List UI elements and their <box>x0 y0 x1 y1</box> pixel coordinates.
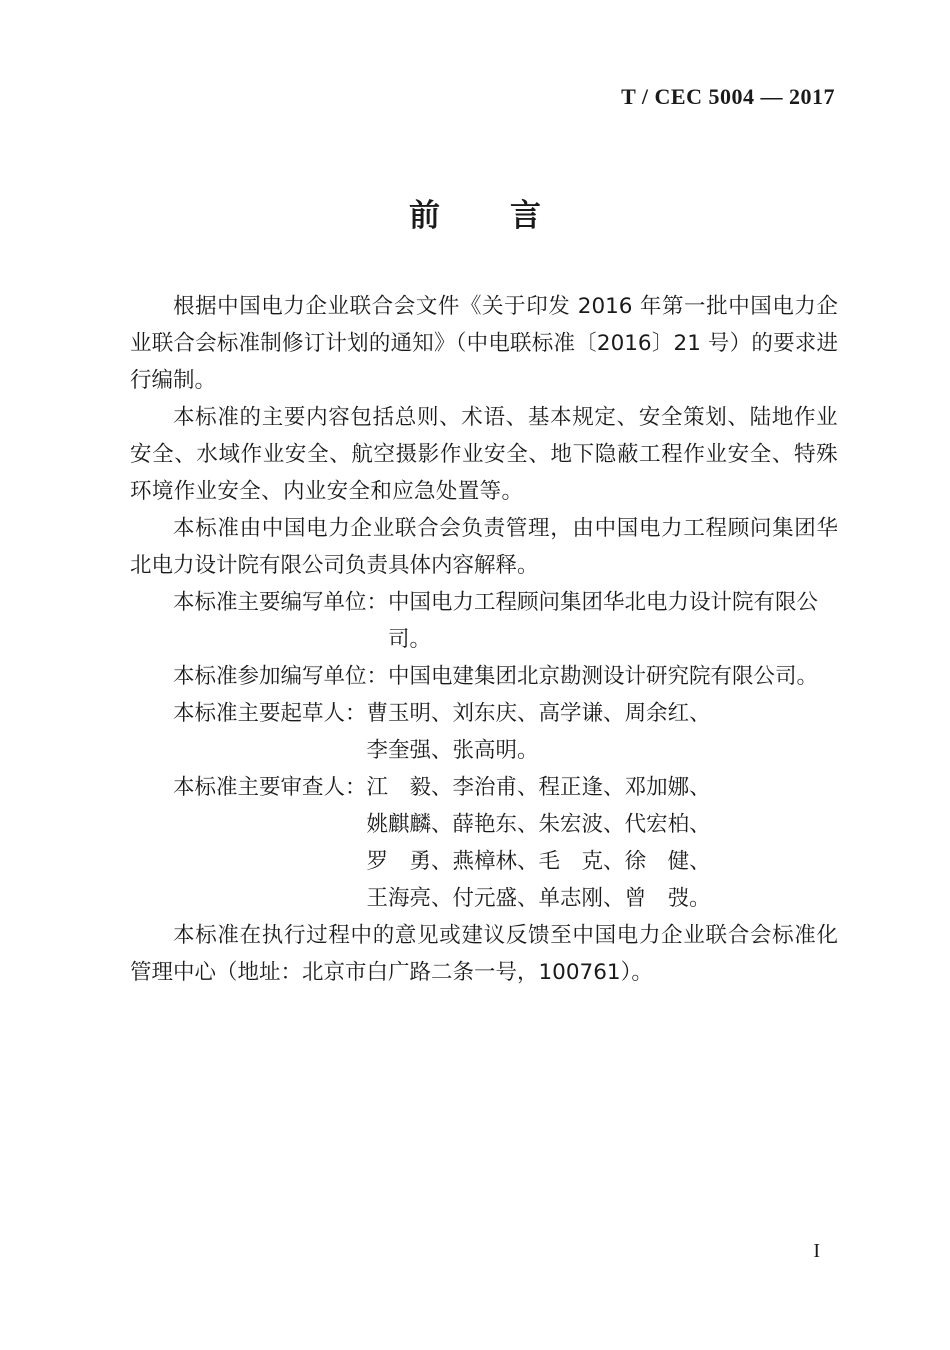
preface-body <box>130 288 838 991</box>
drafter-name: 李奎强、 <box>366 738 453 763</box>
reviewer-name: 曾 弢。 <box>624 886 711 911</box>
reviewer-name: 毛 克、 <box>538 849 625 874</box>
reviewer-name: 燕樟林、 <box>452 849 539 874</box>
reviewer-name: 薛艳东、 <box>452 812 539 837</box>
drafter-name: 高学谦、 <box>538 701 625 726</box>
paragraph-contents: 本标准的主要内容包括总则、术语、基本规定、安全策划、陆地作业安全、水域作业安全、航空摄影作业安全、地下隐蔽工程作业安全、特殊环境作业安全、内业安全和应急处置等。 <box>130 405 838 504</box>
reviewer-name: 江 毅、 <box>366 775 453 800</box>
paragraph-management: 本标准由中国电力企业联合会负责管理，由中国电力工程顾问集团华北电力设计院有限公司负责具体内容解释。 <box>130 516 838 578</box>
reviewers-label: 本标准主要审查人： <box>173 775 367 800</box>
reviewer-name: 代宏柏、 <box>624 812 711 837</box>
page-title <box>0 190 950 235</box>
reviewer-name: 程正逢、 <box>538 775 625 800</box>
drafter-name: 周余红、 <box>624 701 711 726</box>
drafter-name: 曹玉明、 <box>366 701 453 726</box>
reviewer-name: 朱宏波、 <box>538 812 625 837</box>
drafters-label: 本标准主要起草人： <box>173 701 367 726</box>
participant-editor-row <box>130 658 838 695</box>
paragraph-basis: 根据中国电力企业联合会文件《关于印发 2016 年第一批中国电力企业联合会标准制修订计划的通知》（中电联标准〔2016〕21 号）的要求进行编制。 <box>130 294 838 393</box>
reviewer-name: 罗 勇、 <box>366 849 453 874</box>
participant-editor-label: 本标准参加编写单位： <box>173 664 389 689</box>
reviewer-name: 王海亮、 <box>366 886 453 911</box>
reviewer-name: 徐 健、 <box>624 849 711 874</box>
drafters-names <box>367 695 838 769</box>
participant-editor-value: 中国电建集团北京勘测设计研究院有限公司。 <box>388 664 819 689</box>
standard-number: T / CEC 5004 — 2017 <box>621 84 835 109</box>
main-editor-label: 本标准主要编写单位： <box>173 590 389 615</box>
reviewer-name: 姚麒麟、 <box>366 812 453 837</box>
reviewer-name: 单志刚、 <box>538 886 625 911</box>
drafter-name: 张高明。 <box>452 738 539 763</box>
drafters-row <box>130 695 838 769</box>
reviewer-name: 李治甫、 <box>452 775 539 800</box>
reviewer-name: 邓加娜、 <box>624 775 711 800</box>
main-editor-value: 中国电力工程顾问集团华北电力设计院有限公司。 <box>388 590 819 652</box>
reviewers-row <box>130 769 838 917</box>
main-editor-row <box>130 584 838 658</box>
drafter-name: 刘东庆、 <box>452 701 539 726</box>
reviewers-names <box>367 769 838 917</box>
paragraph-feedback: 本标准在执行过程中的意见或建议反馈至中国电力企业联合会标准化管理中心（地址：北京市白广路二条一号，100761）。 <box>130 923 838 985</box>
title-char-1: 前 <box>409 198 440 234</box>
title-char-2: 言 <box>510 198 541 234</box>
reviewer-name: 付元盛、 <box>452 886 539 911</box>
page-number: I <box>813 1240 820 1262</box>
